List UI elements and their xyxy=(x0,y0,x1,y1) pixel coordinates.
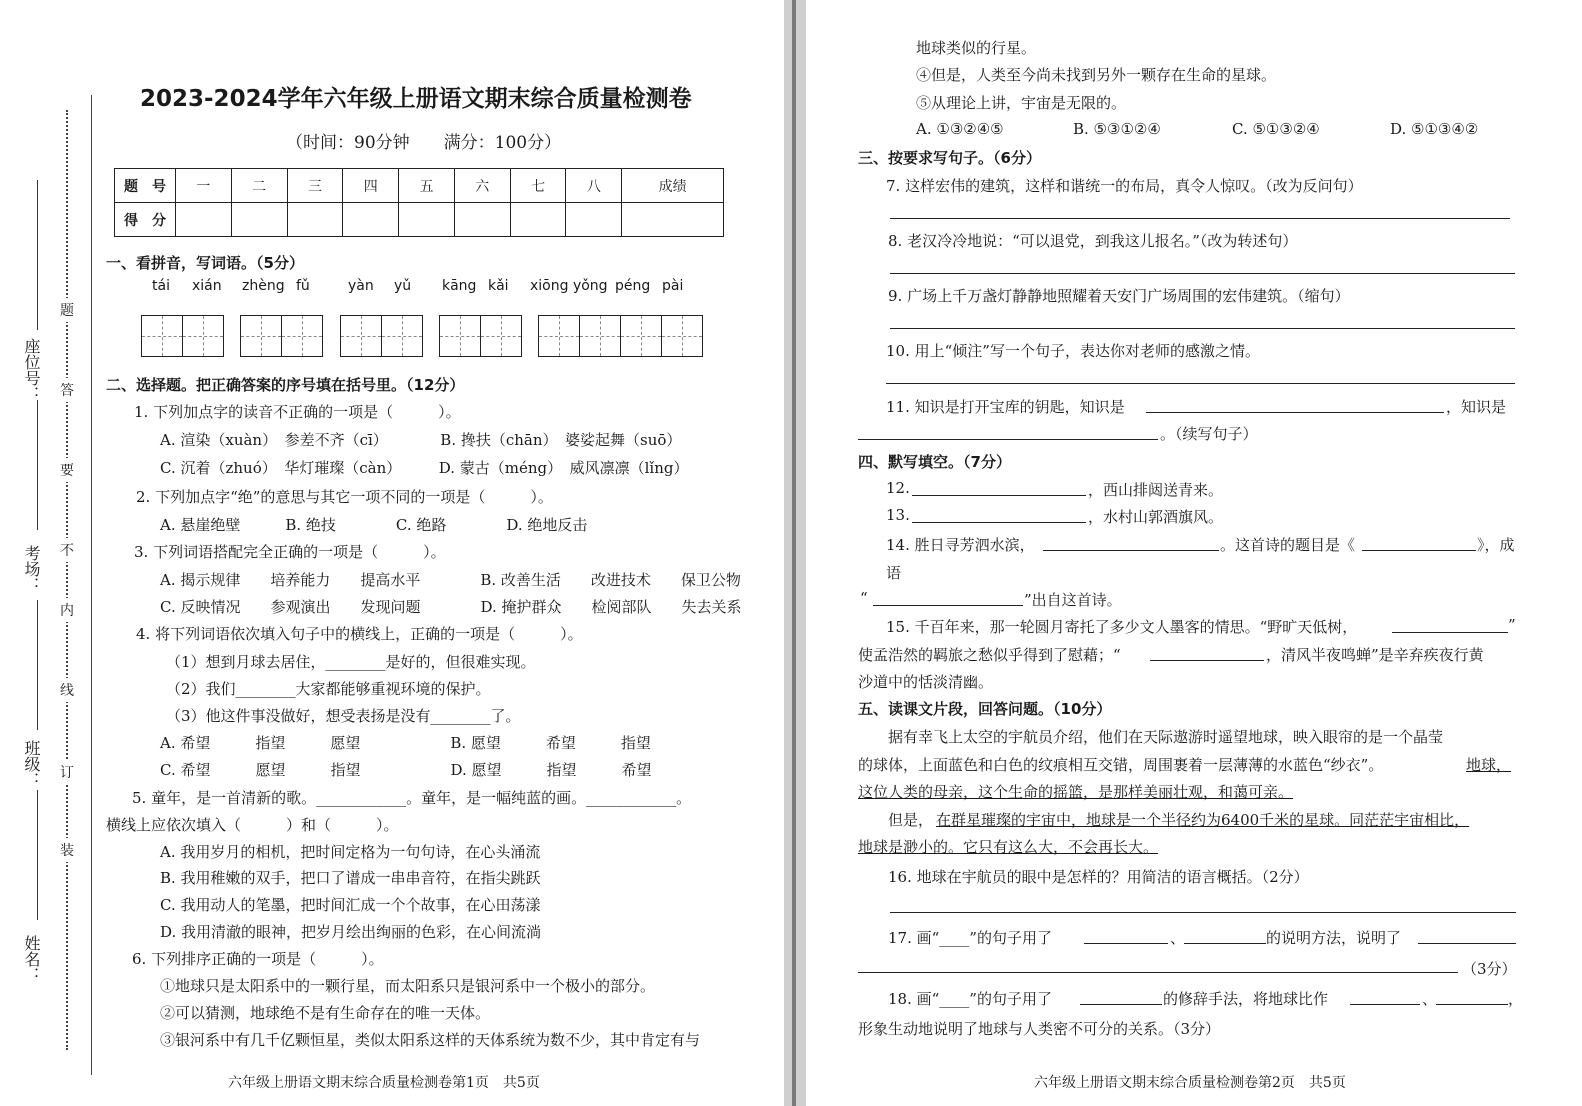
question-line: 5. 童年，是一首清新的歌。____________。童年，是一幅纯蓝的画。____________。 xyxy=(132,789,692,807)
answer-line[interactable] xyxy=(1184,943,1266,944)
answer-line[interactable] xyxy=(912,522,1086,523)
question-line: 的说明方法，说明了 xyxy=(1266,929,1402,947)
question-line: 9. 广场上千万盏灯静静地照耀着天安门广场周围的宏伟建筑。（缩句） xyxy=(888,287,1350,305)
binding-char: 要 xyxy=(60,458,74,482)
section-1-title: 一、看拼音，写词语。（5分） xyxy=(106,254,304,272)
name-label: 姓名： xyxy=(22,935,41,983)
question-line: 、 xyxy=(1170,929,1186,947)
option-line: B. ⑤③①②④ xyxy=(1073,120,1161,138)
pinyin-label: kāng xyxy=(442,278,477,294)
binding-char: 题 xyxy=(60,298,74,322)
section-4-title: 四、默写填空。（7分） xyxy=(858,453,1011,471)
seat-label: 座位号： xyxy=(22,338,41,402)
score-table-header-row xyxy=(115,169,724,203)
question-line: 的修辞手法，将地球比作 xyxy=(1163,990,1329,1008)
passage-underlined: 在群星璀璨的宇宙中，地球是一个半径约为6400千米的星球。同茫茫宇宙相比， xyxy=(936,811,1470,829)
question-line: 。（续写句子） xyxy=(1160,425,1258,443)
score-input-cell[interactable] xyxy=(510,203,566,237)
passage-line: 但是， xyxy=(888,811,934,829)
answer-line[interactable] xyxy=(890,912,1516,913)
answer-line[interactable] xyxy=(1362,550,1476,551)
score-input-cell[interactable] xyxy=(566,203,622,237)
passage-underlined: 这位人类的母亲，这个生命的摇篮，是那样美丽壮观，和蔼可亲。 xyxy=(858,783,1294,801)
question-line: 2. 下列加点字“绝”的意思与其它一项不同的一项是（ ）。 xyxy=(136,488,553,506)
page-footer: 六年级上册语文期末综合质量检测卷第2页 共5页 xyxy=(1034,1075,1346,1091)
score-input-cell[interactable] xyxy=(622,203,724,237)
answer-line[interactable] xyxy=(1084,943,1168,944)
question-line: 语 xyxy=(886,564,902,582)
binding-char: 不 xyxy=(60,538,74,562)
section-2-title: 二、选择题。把正确答案的序号填在括号里。（12分） xyxy=(106,376,465,394)
sentence-line: 地球类似的行星。 xyxy=(916,39,1037,57)
score-input-cell[interactable] xyxy=(231,203,287,237)
score-table-score-row xyxy=(115,203,724,237)
answer-line[interactable] xyxy=(858,439,1158,440)
pinyin-label: fǔ xyxy=(296,278,310,294)
binding-char: 内 xyxy=(60,598,74,622)
question-line: ，水村山郭酒旗风。 xyxy=(1088,508,1224,526)
option-line: C. 反映情况 参观演出 发现问题 D. 掩护群众 检阅部队 失去关系 xyxy=(160,598,742,616)
question-line: ，西山排闼送青来。 xyxy=(1088,481,1224,499)
option-line: B. 我用稚嫩的双手，把口了谱成一串串音符，在指尖跳跃 xyxy=(160,869,541,887)
question-line: 横线上应依次填入（ ）和（ ）。 xyxy=(106,816,399,834)
option-line: C. 我用动人的笔墨，把时间汇成一个个故事，在心田荡漾 xyxy=(160,896,541,914)
question-line: 13. xyxy=(886,506,910,524)
answer-line[interactable] xyxy=(1080,1004,1162,1005)
passage-line: 的球体，上面蓝色和白色的纹痕相互交错，周围裹着一层薄薄的水蓝色“纱衣”。 xyxy=(858,756,1384,774)
answer-line[interactable] xyxy=(873,605,1023,606)
sentence-line: ④但是，人类至今尚未找到另外一颗存在生命的星球。 xyxy=(916,66,1277,84)
table-cell: 五 xyxy=(399,169,455,203)
pinyin-label: péng xyxy=(615,278,651,294)
answer-line[interactable] xyxy=(890,273,1515,274)
class-label: 班级： xyxy=(22,740,41,788)
answer-line[interactable] xyxy=(1392,632,1508,633)
question-line: 1. 下列加点字的读音不正确的一项是（ ）。 xyxy=(134,403,461,421)
table-cell: 八 xyxy=(566,169,622,203)
answer-line[interactable] xyxy=(1146,412,1444,413)
score-input-cell[interactable] xyxy=(176,203,232,237)
table-cell: 四 xyxy=(343,169,399,203)
answer-line[interactable] xyxy=(890,328,1515,329)
page-divider xyxy=(784,0,806,1106)
option-line: A. 悬崖绝壁 B. 绝技 C. 绝路 D. 绝地反击 xyxy=(160,516,588,534)
section-5-title: 五、读课文片段，回答问题。（10分） xyxy=(858,700,1112,718)
option-line: C. 希望 愿望 指望 D. 愿望 指望 希望 xyxy=(160,761,652,779)
binding-char: 订 xyxy=(60,760,74,784)
sentence-line: ①地球只是太阳系中的一颗行星，而太阳系只是银河系中一个极小的部分。 xyxy=(160,977,656,995)
answer-line[interactable] xyxy=(858,972,1458,973)
question-line: 18. 画“____”的句子用了 xyxy=(888,990,1052,1008)
pinyin-label: zhèng xyxy=(242,278,285,294)
binding-dotted-line xyxy=(66,110,68,1050)
question-line: “ xyxy=(860,589,868,607)
table-cell: 成绩 xyxy=(622,169,724,203)
sentence-line: ⑤从理论上讲，宇宙是无限的。 xyxy=(916,94,1127,112)
passage-line: 据有幸飞上太空的宇航员介绍，他们在天际遨游时遥望地球，映入眼帘的是一个晶莹 xyxy=(888,728,1444,746)
sentence-line: （2）我们________大家都能够重视环境的保护。 xyxy=(166,680,491,698)
question-line: 。这首诗的题目是《 xyxy=(1220,536,1356,554)
question-line: 7. 这样宏伟的建筑，这样和谐统一的布局，真令人惊叹。（改为反问句） xyxy=(886,177,1363,195)
pinyin-label: tái xyxy=(152,278,170,294)
question-line: 4. 将下列词语依次填入句子中的横线上，正确的一项是（ ）。 xyxy=(136,625,583,643)
option-line: A. 渲染（xuàn） 参差不齐（cī） B. 搀扶（chān） 婆娑起舞（suō） xyxy=(160,431,682,449)
pinyin-label: kǎi xyxy=(488,278,509,294)
passage-underlined: 地球是渺小的。它只有这么大，不会再长大。 xyxy=(858,838,1159,856)
score-note: （3分） xyxy=(1462,960,1517,978)
writing-grid[interactable] xyxy=(538,315,703,357)
seat-blank-2 xyxy=(37,400,38,530)
question-line: 14. 胜日寻芳泗水滨， xyxy=(886,536,1035,554)
question-line: 6. 下列排序正确的一项是（ ）。 xyxy=(132,950,384,968)
question-line: 8. 老汉冷冷地说：“可以退党，到我这儿报名。”（改为转述句） xyxy=(888,232,1298,250)
answer-line[interactable] xyxy=(1436,1004,1508,1005)
sentence-line: ②可以猜测，地球绝不是有生命存在的唯一天体。 xyxy=(160,1004,491,1022)
question-line: ，知识是 xyxy=(1446,398,1507,416)
score-table xyxy=(114,168,724,237)
sentence-line: （3）他这件事没做好，想受表扬是没有________了。 xyxy=(166,707,521,725)
binding-char: 线 xyxy=(60,678,74,702)
binding-char: 答 xyxy=(60,378,74,402)
score-input-cell[interactable] xyxy=(399,203,455,237)
question-line: ，清风半夜鸣蝉”是辛弃疾夜行黄 xyxy=(1266,646,1484,664)
answer-line[interactable] xyxy=(1418,943,1516,944)
question-line: 12. xyxy=(886,479,910,497)
page-footer: 六年级上册语文期末综合质量检测卷第1页 共5页 xyxy=(228,1075,540,1091)
question-line: ， xyxy=(1508,990,1524,1008)
table-cell: 二 xyxy=(231,169,287,203)
table-cell: 得 分 xyxy=(115,203,176,237)
sentence-line: （1）想到月球去居住，________是好的，但很难实现。 xyxy=(166,653,536,671)
question-line: 形象生动地说明了地球与人类密不可分的关系。（3分） xyxy=(858,1020,1221,1038)
option-line: A. ①③②④⑤ xyxy=(916,120,1004,138)
section-3-title: 三、按要求写句子。（6分） xyxy=(858,149,1041,167)
page-title: 2023-2024学年六年级上册语文期末综合质量检测卷 xyxy=(140,86,692,112)
answer-line[interactable] xyxy=(1043,550,1219,551)
binding-border xyxy=(91,95,92,1075)
question-line: 16. 地球在宇航员的眼中是怎样的？用简洁的语言概括。（2分） xyxy=(888,868,1309,886)
table-cell: 三 xyxy=(287,169,343,203)
pinyin-label: xián xyxy=(192,278,222,294)
table-cell: 题 号 xyxy=(115,169,176,203)
question-line: 、 xyxy=(1422,990,1438,1008)
question-line: ”出自这首诗。 xyxy=(1024,591,1122,609)
sentence-line: ③银河系中有几千亿颗恒星，类似太阳系这样的天体系统为数不少，其中肯定有与 xyxy=(160,1031,701,1049)
answer-line[interactable] xyxy=(890,218,1510,219)
table-cell: 六 xyxy=(454,169,510,203)
option-line: C. 沉着（zhuó） 华灯璀璨（càn） D. 蒙古（méng） 威风凛凛（lǐng） xyxy=(160,459,689,477)
writing-grid[interactable] xyxy=(439,315,522,357)
pinyin-label: pài xyxy=(662,278,684,294)
question-line: 10. 用上“倾注”写一个句子，表达你对老师的感激之情。 xyxy=(886,342,1260,360)
table-cell: 七 xyxy=(510,169,566,203)
option-line: A. 揭示规律 培养能力 提高水平 B. 改善生活 改进技术 保卫公物 xyxy=(160,571,741,589)
pinyin-label: xiōng yǒng xyxy=(530,278,608,294)
answer-line[interactable] xyxy=(1150,660,1264,661)
exam-subtitle: （时间：90分钟 满分：100分） xyxy=(286,133,562,153)
room-label: 考场： xyxy=(22,545,41,593)
answer-line[interactable] xyxy=(1350,1004,1420,1005)
binding-char: 装 xyxy=(60,838,74,862)
room-blank xyxy=(37,600,38,730)
question-line: 15. 千百年来，那一轮圆月寄托了多少文人墨客的情思。“野旷天低树， xyxy=(886,618,1358,636)
table-cell: 一 xyxy=(176,169,232,203)
class-blank xyxy=(37,790,38,920)
seat-blank xyxy=(37,180,38,330)
option-line: D. 我用清澈的眼神，把岁月绘出绚丽的色彩，在心间流淌 xyxy=(160,923,542,941)
option-line: C. ⑤①③②④ xyxy=(1232,120,1320,138)
question-line: ” xyxy=(1508,616,1516,634)
passage-underlined: 地球， xyxy=(1466,756,1512,774)
option-line: A. 希望 指望 愿望 B. 愿望 希望 指望 xyxy=(160,734,651,752)
question-line: 11. 知识是打开宝库的钥匙，知识是 xyxy=(886,398,1125,416)
option-line: D. ⑤①③④② xyxy=(1390,120,1479,138)
answer-line[interactable] xyxy=(886,383,1515,384)
question-line: 使孟浩然的羁旅之愁似乎得到了慰藉；“ xyxy=(858,646,1121,664)
writing-grid[interactable] xyxy=(141,315,224,357)
question-line: 》，成 xyxy=(1477,536,1515,554)
question-line: 3. 下列词语搭配完全正确的一项是（ ）。 xyxy=(134,543,446,561)
pinyin-label: yǔ xyxy=(394,278,412,294)
question-line: 沙道中的恬淡清幽。 xyxy=(858,673,994,691)
writing-grid[interactable] xyxy=(240,315,323,357)
writing-grid[interactable] xyxy=(340,315,423,357)
option-line: A. 我用岁月的相机，把时间定格为一句句诗，在心头涌流 xyxy=(160,843,541,861)
pinyin-label: yàn xyxy=(348,278,374,294)
question-line: 17. 画“____”的句子用了 xyxy=(888,929,1052,947)
score-input-cell[interactable] xyxy=(287,203,343,237)
score-input-cell[interactable] xyxy=(343,203,399,237)
answer-line[interactable] xyxy=(912,495,1086,496)
score-input-cell[interactable] xyxy=(454,203,510,237)
